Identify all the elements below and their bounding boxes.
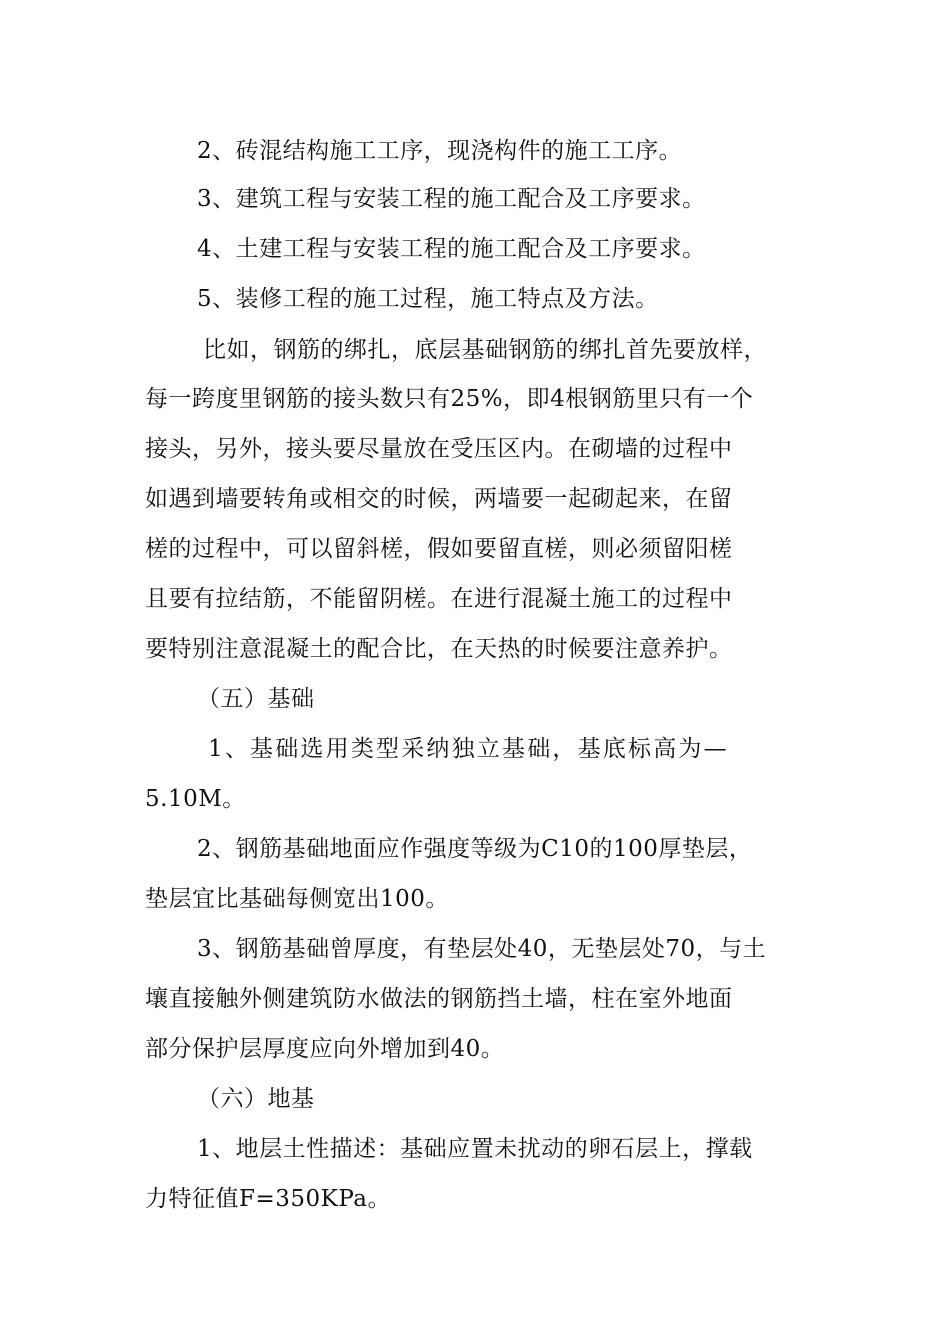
- paragraph-line: 2、钢筋基础地面应作强度等级为C10的100厚垫层，: [197, 836, 753, 862]
- paragraph-line: 接头，另外，接头要尽量放在受压区内。在砌墙的过程中: [145, 436, 733, 462]
- paragraph-line: 壤直接触外侧建筑防水做法的钢筋挡土墙，柱在室外地面: [145, 986, 733, 1012]
- paragraph-line: 要特别注意混凝土的配合比，在天热的时候要注意养护。: [145, 636, 733, 662]
- paragraph-line: 如遇到墙要转角或相交的时候，两墙要一起砌起来，在留: [145, 486, 733, 512]
- paragraph-line: 5.10M。: [145, 786, 246, 812]
- paragraph-line: 槎的过程中，可以留斜槎，假如要留直槎，则必须留阳槎: [145, 536, 733, 562]
- paragraph-line: 3、钢筋基础曾厚度，有垫层处40，无垫层处70，与土: [197, 936, 767, 962]
- paragraph-line: 且要有拉结筋，不能留阴槎。在进行混凝土施工的过程中: [145, 586, 733, 612]
- list-item: 2、砖混结构施工工序，现浇构件的施工工序。: [197, 138, 683, 164]
- paragraph-line: 1、地层土性描述：基础应置未扰动的卵石层上，撑载: [197, 1136, 753, 1162]
- paragraph-line: 1、基础选用类型采纳独立基础，基底标高为—: [208, 736, 729, 762]
- section-heading: （六）地基: [197, 1086, 315, 1112]
- list-item: 4、土建工程与安装工程的施工配合及工序要求。: [197, 236, 706, 262]
- section-heading: （五）基础: [197, 686, 315, 712]
- paragraph-line: 比如，钢筋的绑扎，底层基础钢筋的绑扎首先要放样，: [203, 337, 767, 363]
- paragraph-line: 每一跨度里钢筋的接头数只有25%，即4根钢筋里只有一个: [145, 386, 754, 412]
- paragraph-line: 力特征值F=350KPa。: [145, 1186, 391, 1212]
- paragraph-line: 垫层宜比基础每侧宽出100。: [145, 886, 449, 912]
- paragraph-line: 部分保护层厚度应向外增加到40。: [145, 1036, 505, 1062]
- list-item: 3、建筑工程与安装工程的施工配合及工序要求。: [197, 186, 706, 212]
- list-item: 5、装修工程的施工过程，施工特点及方法。: [197, 286, 659, 312]
